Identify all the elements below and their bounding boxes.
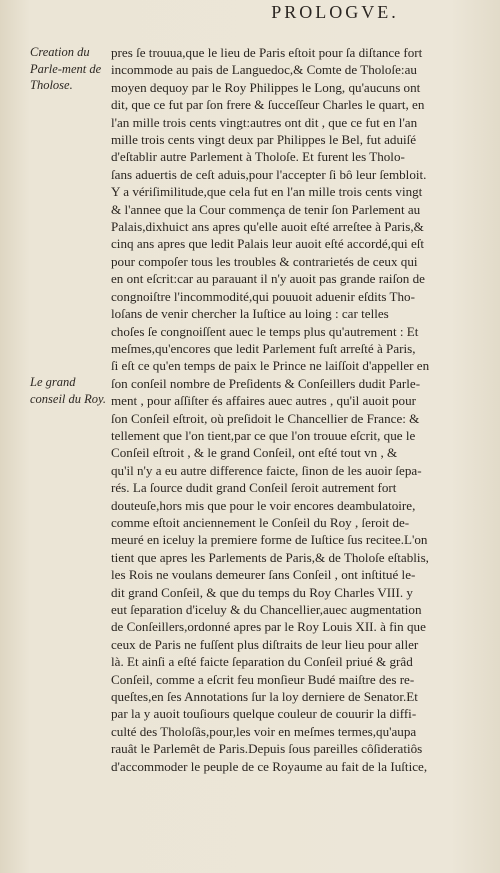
text-line: meuré en iceluy la premiere forme de Iuſtice ſus recitee.L'on [111,532,428,548]
text-line: tient que apres les Parlements de Paris,& de Tholoſe eſtablis, [111,549,429,565]
running-title: PROLOGVE. [271,2,399,22]
text-line: mille trois cents vingt deux par Philippes le Bel, fut aduiſé [111,132,417,148]
text-line: & l'annee que la Cour commença de tenir ſon Parlement au [111,201,421,217]
text-line: ſans aduertis de ceſt aduis,pour l'accepter ſi bô leur ſembloit. [111,166,427,182]
margin-note-creation: Creation du Parle-ment de Tholose. [30,45,102,92]
text-line: tellement que l'on tient,par ce que l'on trouue eſcrit, que le [111,427,416,443]
text-line: douteuſe,hors mis que pour le voir encores deambulatoire, [111,497,416,513]
text-line: ſi eſt ce qu'en temps de paix le Prince ne laiſſoit d'appeller en [111,358,430,374]
text-line: d'accommoder le peuple de ce Royaume au fait de la Iuſtice, [111,758,428,774]
text-line: choſes ſe congnoiſſent auec le temps plus qu'autrement : Et [111,323,419,339]
running-header [0,2,500,23]
text-line: Y a vériſimilitude,que cela fut en l'an mille trois cents vingt [111,184,423,200]
text-line: ment , pour aſſiſter és affaires auec autres , qu'il auoit pour [111,393,416,409]
text-line: de Conſeillers,ordonné apres par le Roy Louis XII. à fin que [111,619,426,635]
text-line: Conſeil eſtroit , & le grand Conſeil, ont eſté tout vn , & [111,445,398,461]
text-line: rés. La ſource dudit grand Conſeil ſeroit autrement fort [111,480,397,496]
text-line: dit grand Conſeil, & que du temps du Roy Charles VIII. y [111,584,413,600]
margin-note-grand-conseil: Le grand conseil du Roy. [30,375,107,406]
text-line: meſmes,qu'encores que ledit Parlement fuſt arreſté à Paris, [111,340,416,356]
text-line: pres ſe trouua,que le lieu de Paris eſtoit pour ſa diſtance fort [111,45,423,60]
text-line: comme eſtoit anciennement le Conſeil du Roy , ſeroit de- [111,514,410,530]
text-line: moyen dequoy par le Roy Philippes le Long, qu'aucuns ont [111,79,421,95]
text-line: cinq ans apres que ledit Palais leur auoit eſté accordé,qui eſt [111,236,425,252]
text-line: par la y auoit touſiours quelque couleur de couurir la diffi- [111,706,417,722]
text-line: les Rois ne voulans demeurer ſans Conſeil , ont inſtitué le- [111,567,416,583]
text-line: eut ſeparation d'iceluy & du Chancellier,auec augmentation [111,602,422,617]
body-text [111,44,486,775]
text-line: incommode au pais de Languedoc,& Comte de Tholoſe:au [111,62,417,78]
text-line: dit, que ce fut par ſon frere & ſucceſſeur Charles le quart, en [111,97,425,113]
text-line: ſon Conſeil eſtroit, où preſidoit le Chancellier de France: & [111,410,420,426]
text-line: qu'il n'y a eu autre difference faicte, ſinon de les auoir ſepa- [111,462,422,478]
text-line: ceux de Paris ne fuſſent plus diſtraits de leur lieu pour aller [111,636,419,652]
text-line: culté des Tholoſâs,pour,les voir en meſmes termes,qu'aupa [111,723,417,739]
text-line: queſtes,en ſes Annotations ſur la loy derniere de Senator.Et [111,689,418,705]
text-line: loſans de venir chercher la Iuſtice au loing : car telles [111,306,389,322]
text-line: pour compoſer tous les troubles & contrarietés de ceux qui [111,253,418,269]
text-line: Conſeil, comme a eſcrit feu monſieur Budé maiſtre des re- [111,671,415,687]
text-line: là. Et ainſi a eſté faicte ſeparation du Conſeil priué & grâd [111,654,413,670]
text-line: en ont eſcrit:car au parauant il n'y auoit pas grande raiſon de [111,271,425,287]
text-line: Palais,dixhuict ans apres qu'elle auoit eſté arreſtee à Paris,& [111,219,424,235]
text-line: l'an mille trois cents vingt:autres ont dit , que ce fut en l'an [111,114,418,130]
text-line: rauât le Parlemêt de Paris.Depuis ſous pareilles côſideratiôs [111,741,423,757]
text-line: congnoiſtre l'incommodité,qui pouuoit aduenir eſdits Tho- [111,288,415,304]
text-line: d'eſtablir autre Parlement à Tholoſe. Et furent les Tholo- [111,149,405,165]
text-line: ſon conſeil nombre de Preſidents & Conſeillers dudit Parle- [111,375,421,391]
